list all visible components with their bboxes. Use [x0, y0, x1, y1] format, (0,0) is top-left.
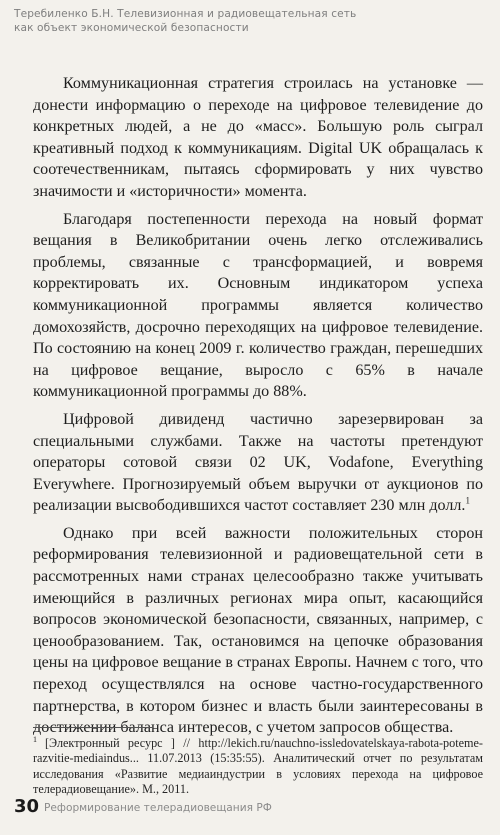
footnote-divider	[33, 727, 153, 728]
footnote-text: [Электронный ресурс ] // http://lekich.ru/nauchno-issledovatelskaya-rabota-poteme-razvitie-mediaindus... 11.07.2013 (15:35:55). Аналитический отчет по результатам исследования «Развитие медиаиндустрии в условиях перехода на цифровое телерадиовещание». М., 2011.	[33, 736, 483, 797]
footnote-number: 1	[33, 734, 37, 744]
page-footer	[14, 795, 484, 821]
paragraph-1	[33, 73, 483, 203]
paragraph-4	[33, 523, 483, 739]
running-head	[14, 7, 484, 35]
footnote	[33, 736, 483, 798]
paragraph-3-text: Цифровой дивиденд частично зарезервирован за специальными службами. Также на частоты претендуют операторы сотовой связи 02 UK, Vodafone, Everything Everywhere. Прогнозируемый объем выручки от аукционов по реализации высвободившихся частот составляет 230 млн долл.	[33, 410, 483, 515]
footnote-reference[interactable]: 1	[465, 495, 470, 506]
book-title-footer: Реформирование телерадиовещания РФ	[44, 802, 272, 814]
paragraph-2-text: Благодаря постепенности перехода на новый формат вещания в Великобритании очень легко отслеживались проблемы, связанные с трансформацией, и вовремя корректировать их. Основным индикатором успеха коммуникационной программы является количество домохозяйств, досрочно переходящих на цифровое телевидение. По состоянию на конец 2009 г. количество граждан, перешедших на цифровое вещание, выросло с 65% в начале коммуникационной программы до 88%.	[33, 210, 483, 401]
paragraph-3	[33, 409, 483, 517]
body-text	[33, 73, 483, 745]
page-number: 30	[14, 796, 40, 817]
paragraph-4-text: Однако при всей важности положительных сторон реформирования телевизионной и радиовещательной сети в рассмотренных нами странах целесообразно также учитывать имеющийся в различных регионах мира опыт, касающийся вопросов экономической безопасности, связанных, например, с ценообразованием. Так, остановимся на цепочке образования цены на цифровое вещание в странах Европы. Начнем с того, что переход осуществлялся на основе частно-государственного партнерства, в котором бизнес и власть были заинтересованы в достижении баланса интересов, с учетом запросов общества.	[33, 524, 483, 737]
paragraph-2	[33, 209, 483, 403]
running-head-line-2: как объект экономической безопасности	[14, 22, 249, 34]
paragraph-1-text: Коммуникационная стратегия строилась на установке — донести информацию о переходе на цифровое телевидение до конкретных людей, а не до «масс». Большую роль сыграл креативный подход к коммуникациям. Digital UK обращалась к соотечественникам, пытаясь сформировать у них чувство значимости и «историчности» момента.	[33, 75, 483, 200]
running-head-line-1: Теребиленко Б.Н. Телевизионная и радиовещательная сеть	[14, 8, 357, 20]
